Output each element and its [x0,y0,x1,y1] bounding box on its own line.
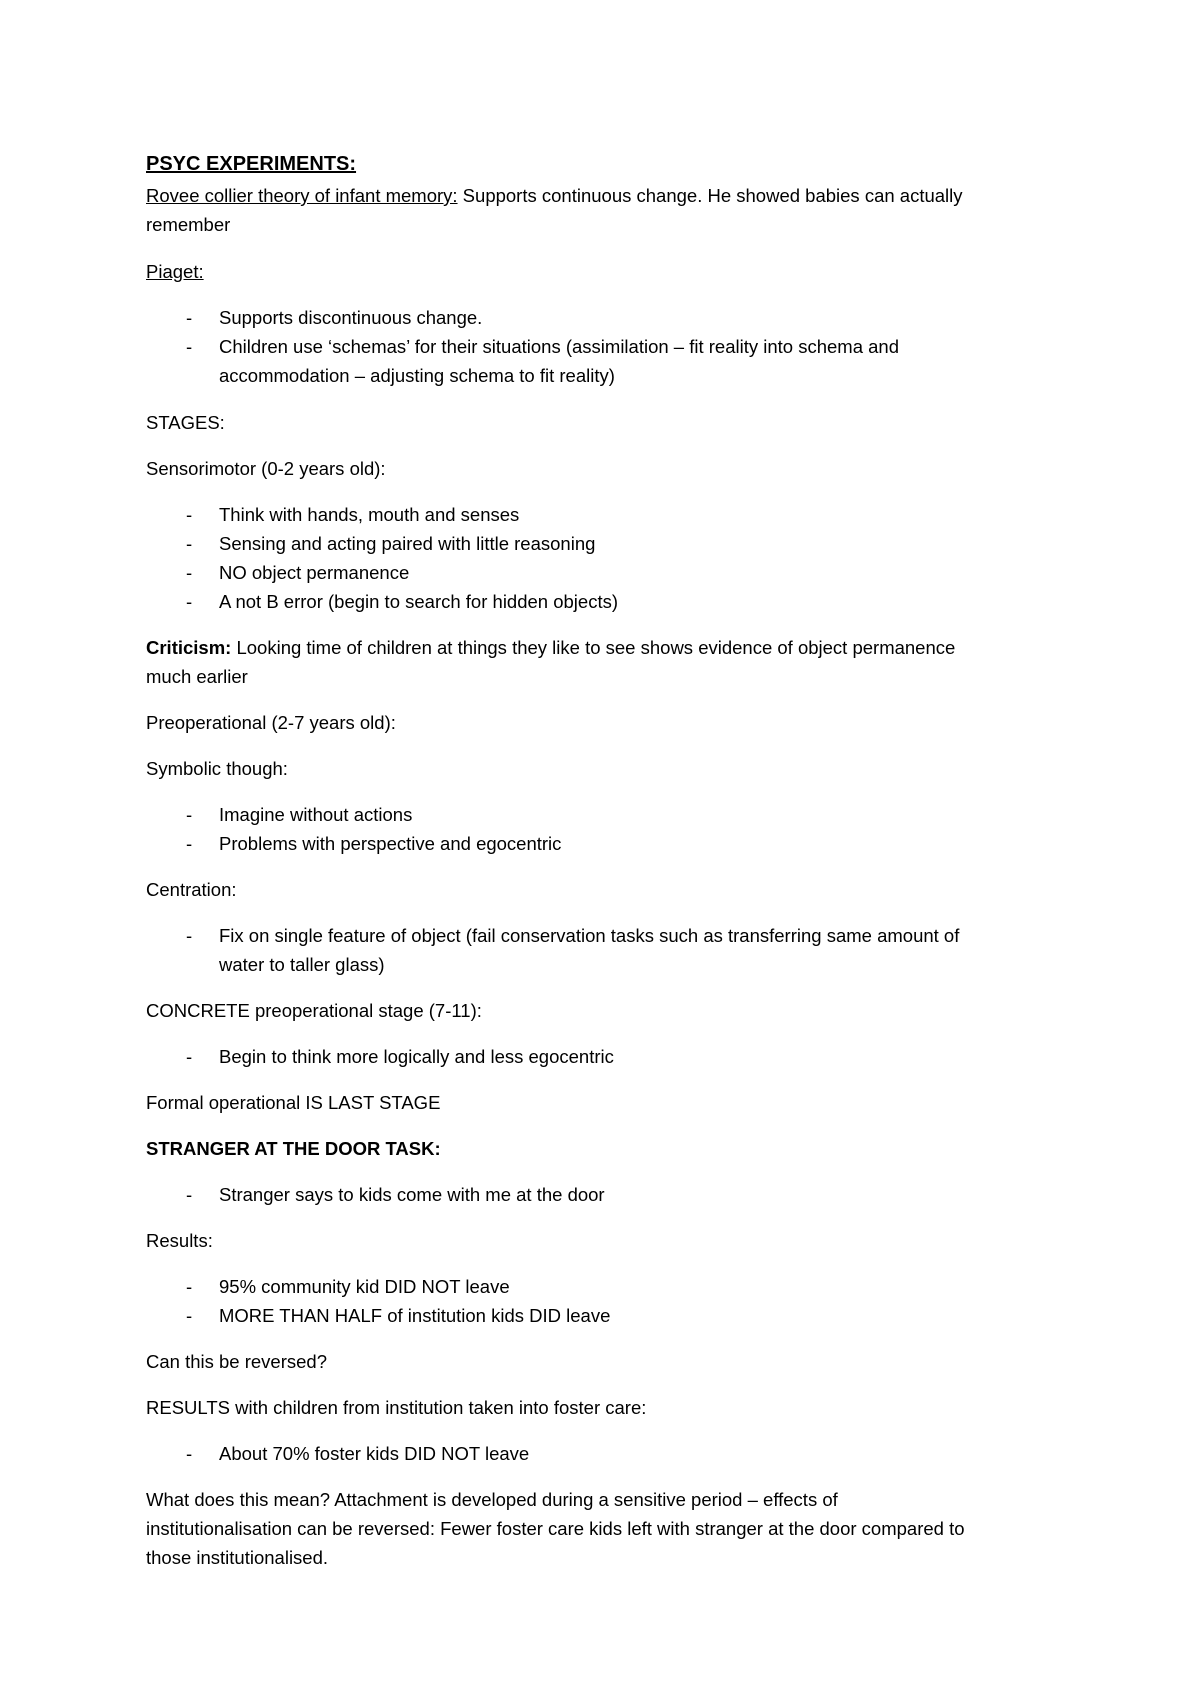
bullet-dash: - [186,925,193,946]
formal-line: Formal operational IS LAST STAGE [146,1092,441,1113]
meaning-line: institutionalisation can be reversed: Fewer foster care kids left with stranger at the door compared to [146,1518,965,1539]
centration-heading: Centration: [146,879,237,900]
meaning-line: those institutionalised. [146,1547,329,1568]
results-heading: Results: [146,1230,213,1251]
list-item-text-cont: water to taller glass) [219,954,385,975]
criticism-text-cont: much earlier [146,666,248,687]
list-item-text: NO object permanence [219,562,410,583]
stages-heading: STAGES: [146,412,225,433]
list-item-text: Think with hands, mouth and senses [219,504,520,525]
bullet-dash: - [186,591,193,612]
list-item-text: MORE THAN HALF of institution kids DID leave [219,1305,611,1326]
bullet-dash: - [186,504,193,525]
rovee-text: Supports continuous change. He showed babies can actually [457,185,963,206]
list-item-text: Fix on single feature of object (fail conservation tasks such as transferring same amount of [219,925,960,946]
preoperational-heading: Preoperational (2-7 years old): [146,712,396,733]
list-item-text: Stranger says to kids come with me at the door [219,1184,605,1205]
bullet-dash: - [186,1305,193,1326]
bullet-dash: - [186,1443,193,1464]
list-item-text: Supports discontinuous change. [219,307,483,328]
symbolic-heading: Symbolic though: [146,758,288,779]
bullet-dash: - [186,1184,193,1205]
list-item-text: 95% community kid DID NOT leave [219,1276,510,1297]
bullet-dash: - [186,804,193,825]
stranger-heading: STRANGER AT THE DOOR TASK: [146,1138,441,1159]
list-item-text: Children use ‘schemas’ for their situations (assimilation – fit reality into schema and [219,336,900,357]
bullet-dash: - [186,533,193,554]
bullet-dash: - [186,1276,193,1297]
list-item-text: About 70% foster kids DID NOT leave [219,1443,530,1464]
sensorimotor-heading: Sensorimotor (0-2 years old): [146,458,386,479]
rovee-label: Rovee collier theory of infant memory: [146,185,458,206]
list-item-text-cont: accommodation – adjusting schema to fit reality) [219,365,615,386]
reversed-question: Can this be reversed? [146,1351,327,1372]
meaning-line: What does this mean? Attachment is developed during a sensitive period – effects of [146,1489,838,1510]
document-title: PSYC EXPERIMENTS: [146,153,357,175]
rovee-text-cont: remember [146,214,231,235]
bullet-dash: - [186,1046,193,1067]
list-item-text: A not B error (begin to search for hidden objects) [219,591,618,612]
bullet-dash: - [186,833,193,854]
bullet-dash: - [186,336,193,357]
criticism-label: Criticism: [146,637,232,658]
bullet-dash: - [186,562,193,583]
list-item-text: Sensing and acting paired with little reasoning [219,533,596,554]
list-item-text: Begin to think more logically and less egocentric [219,1046,614,1067]
criticism-paragraph [146,636,955,660]
criticism-text: Looking time of children at things they like to see shows evidence of object permanence [231,637,956,658]
bullet-dash: - [186,307,193,328]
list-item-text: Imagine without actions [219,804,413,825]
concrete-heading: CONCRETE preoperational stage (7-11): [146,1000,482,1021]
rovee-paragraph [146,184,963,208]
piaget-heading: Piaget: [146,261,204,282]
foster-heading: RESULTS with children from institution taken into foster care: [146,1397,647,1418]
list-item-text: Problems with perspective and egocentric [219,833,562,854]
